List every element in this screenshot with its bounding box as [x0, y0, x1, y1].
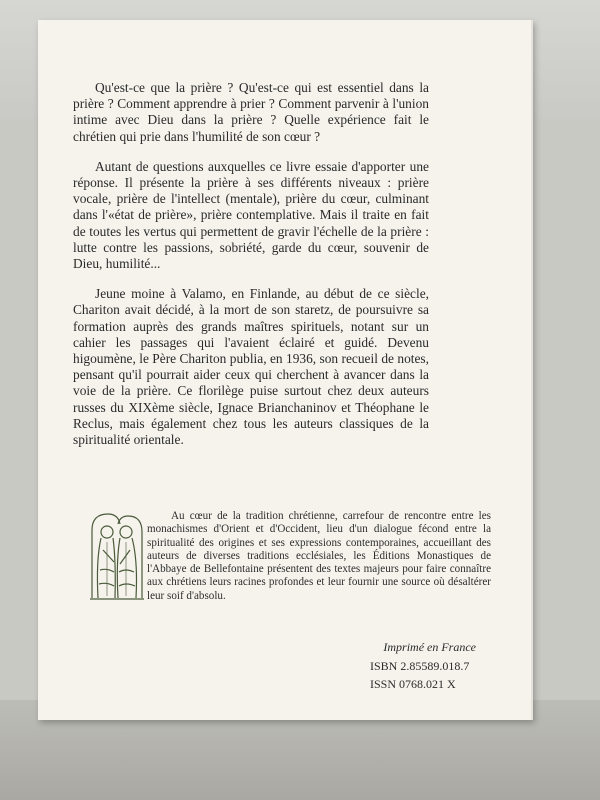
- paragraph-levels: Autant de questions auxquelles ce livre essaie d'apporter une réponse. Il présente la prière à ses différents niveaux : prière vocale, prière de l'intellect (mentale), prière du cœur, culminant dans l'«état de prière», prière contemplative. Mais il traite en fait de toutes les vertus qui permettent de gravir l'échelle de la prière : lutte contre les passions, sobriété, garde du cœur, souvenir de Dieu, humilité...: [73, 158, 429, 272]
- isbn-number: ISBN 2.85589.018.7: [370, 659, 470, 673]
- description-text: [73, 80, 429, 462]
- issn-number: ISSN 0768.021 X: [370, 677, 456, 691]
- identifier-block: [370, 657, 490, 693]
- paragraph-intro: Qu'est-ce que la prière ? Qu'est-ce qui est essentiel dans la prière ? Comment apprendre à prier ? Comment parvenir à l'union intime avec Dieu dans la prière ? Quelle expérience fait le chrétien qui prie dans l'humilité de son cœur ?: [73, 80, 429, 144]
- two-monks-icon: [88, 510, 146, 602]
- imprint-line: Imprimé en France: [383, 640, 476, 654]
- paragraph-author: Jeune moine à Valamo, en Finlande, au début de ce siècle, Chariton avait décidé, à la mort de son staretz, de poursuivre sa formation auprès des grands maîtres spirituels, notant sur un cahier les passages qui l'avaient éclairé et guidé. Devenu higoumène, le Père Chariton publia, en 1936, son recueil de notes, pensant qu'il pourrait aider ceux qui cherchent à avancer dans la voie de la prière. Ce florilège puise surtout chez deux auteurs russes du XIXème siècle, Ignace Brianchaninov et Théophane le Reclus, mais également chez tous les auteurs classiques de la spiritualité orientale.: [73, 286, 429, 448]
- publisher-blurb: Au cœur de la tradition chrétienne, carrefour de rencontre entre les monachismes d'Orient et d'Occident, lieu d'un dialogue fécond entre la spiritualité des origines et ses expressions contemporaines, accueillant des auteurs de diverses traditions ecclésiales, les Éditions Monastiques de l'Abbaye de Bellefontaine présentent des textes majeurs pour faire connaître aux chrétiens leurs racines profondes et leur fournir une source où désaltérer leur soif d'absolu.: [147, 510, 491, 602]
